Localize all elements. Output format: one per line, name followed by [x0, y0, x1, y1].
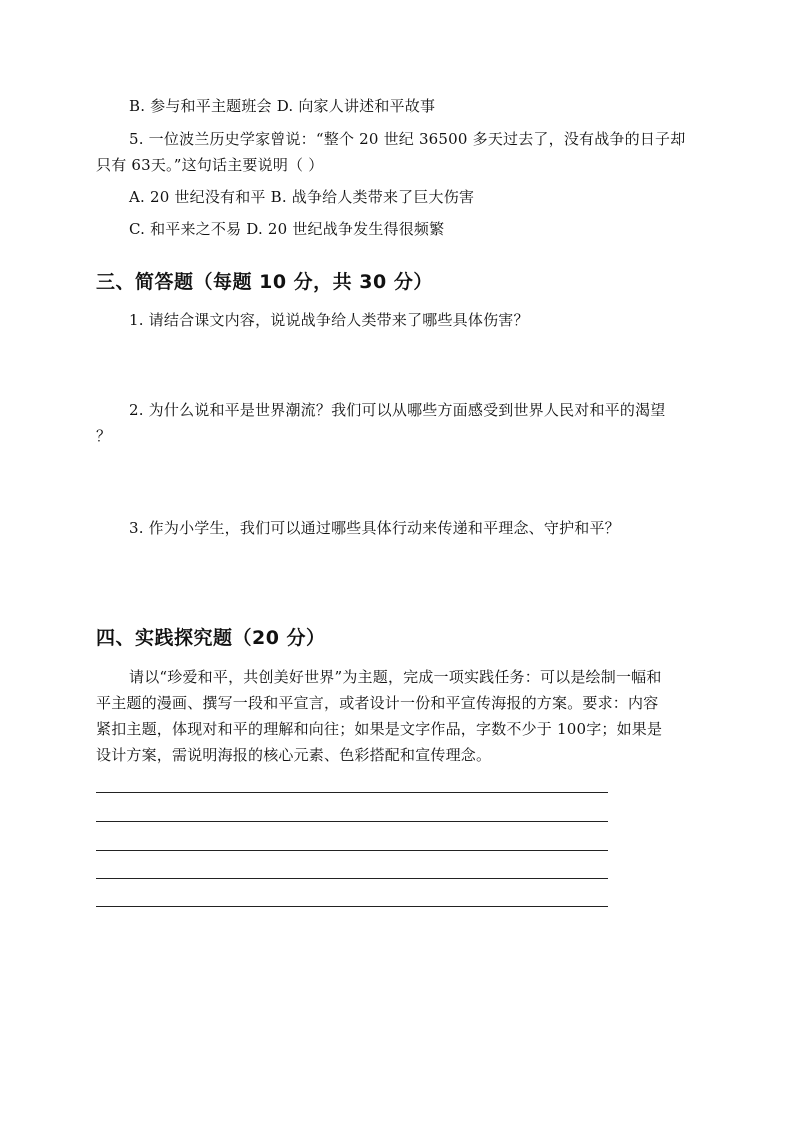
q5-stem-line2: 只有 63天。”这句话主要说明（ ） [96, 156, 324, 174]
answer-line[interactable] [96, 906, 608, 907]
q5-option-ab: A. 20 世纪没有和平 B. 战争给人类带来了巨大伤害 [129, 188, 475, 206]
section4-para-line3: 紧扣主题，体现对和平的理解和向往；如果是文字作品，字数不少于 100字；如果是 [96, 720, 663, 738]
q5-stem-line1: 5. 一位波兰历史学家曾说：“整个 20 世纪 36500 多天过去了，没有战争的日子却 [129, 130, 686, 148]
q5-option-cd: C. 和平来之不易 D. 20 世纪战争发生得很频繁 [129, 220, 445, 238]
section3-heading: 三、简答题（每题 10 分，共 30 分） [96, 271, 433, 293]
answer-line[interactable] [96, 821, 608, 822]
section4-para-line1: 请以“珍爱和平，共创美好世界”为主题，完成一项实践任务：可以是绘制一幅和 [129, 668, 662, 686]
section4-para-line4: 设计方案，需说明海报的核心元素、色彩搭配和宣传理念。 [96, 746, 492, 764]
q4-option-bd: B. 参与和平主题班会 D. 向家人讲述和平故事 [129, 97, 436, 115]
answer-line[interactable] [96, 878, 608, 879]
section3-q1: 1. 请结合课文内容，说说战争给人类带来了哪些具体伤害？ [129, 311, 529, 329]
section3-q2-line2: ？ [96, 427, 112, 445]
section3-q2-line1: 2. 为什么说和平是世界潮流？我们可以从哪些方面感受到世界人民对和平的渴望 [129, 401, 666, 419]
answer-line[interactable] [96, 792, 608, 793]
section3-q3: 3. 作为小学生，我们可以通过哪些具体行动来传递和平理念、守护和平？ [129, 519, 620, 537]
section4-para-line2: 平主题的漫画、撰写一段和平宣言，或者设计一份和平宣传海报的方案。要求：内容 [96, 694, 659, 712]
answer-line[interactable] [96, 850, 608, 851]
section4-heading: 四、实践探究题（20 分） [96, 627, 326, 649]
